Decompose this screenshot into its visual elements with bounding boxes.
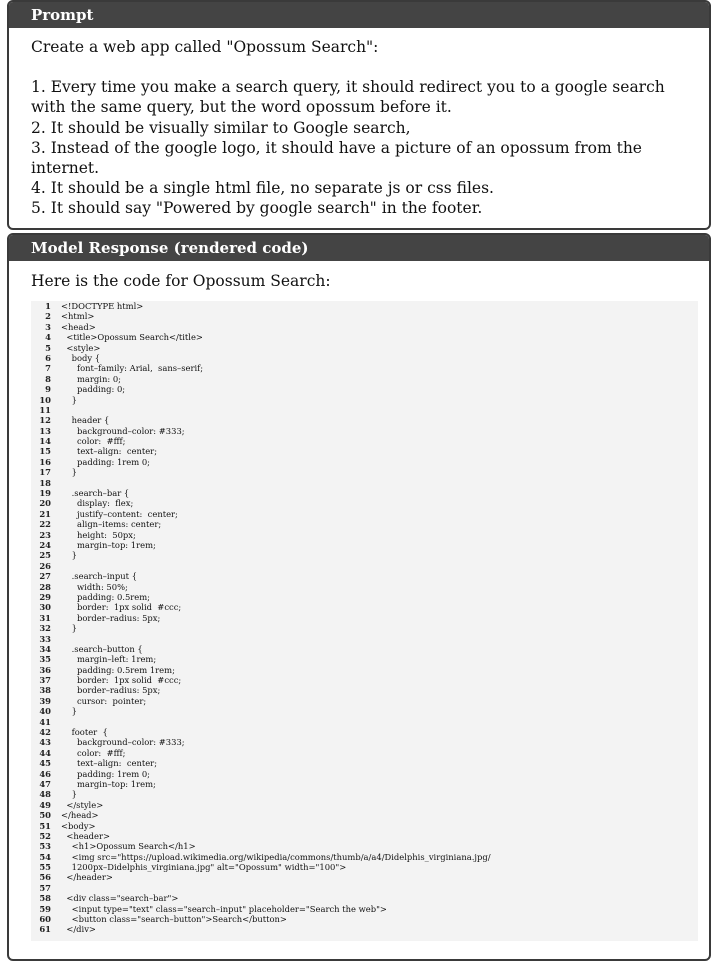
line-number: 6 (45, 352, 51, 363)
code-line (31, 384, 698, 394)
code-line (31, 821, 698, 831)
code-line (31, 550, 698, 560)
code-text: border: 1px solid #ccc; (61, 602, 182, 613)
code-line (31, 332, 698, 342)
code-line (31, 727, 698, 737)
line-number: 8 (45, 373, 51, 384)
code-text: </header> (61, 872, 113, 883)
code-line (31, 592, 698, 602)
code-line (31, 904, 698, 914)
code-text: <head> (61, 321, 96, 332)
code-line (31, 893, 698, 903)
code-text: font–family: Arial, sans–serif; (61, 363, 204, 374)
line-number: 60 (39, 914, 51, 925)
line-number: 3 (45, 321, 51, 332)
prompt-body (9, 28, 709, 219)
code-text: <!DOCTYPE html> (61, 301, 144, 311)
code-line (31, 696, 698, 706)
code-line (31, 311, 698, 321)
code-line (31, 571, 698, 581)
code-text: } (61, 706, 77, 717)
code-text: margin–top: 1rem; (61, 539, 156, 550)
code-text: <style> (61, 342, 101, 353)
line-number: 38 (39, 685, 51, 696)
line-number: 4 (45, 332, 51, 343)
line-number: 1 (45, 301, 51, 311)
code-line (31, 405, 698, 415)
line-number: 18 (39, 477, 51, 488)
code-text: } (61, 550, 77, 561)
code-line (31, 675, 698, 685)
line-number: 47 (39, 778, 51, 789)
line-number: 52 (39, 830, 51, 841)
code-line (31, 322, 698, 332)
code-line (31, 374, 698, 384)
line-number: 55 (39, 862, 51, 873)
line-number: 50 (39, 810, 51, 821)
code-text: display: flex; (61, 498, 134, 509)
line-number: 7 (45, 363, 51, 374)
code-block (31, 301, 698, 941)
prompt-item: 5. It should say "Powered by google search" in the footer. (31, 199, 483, 218)
code-line (31, 924, 698, 934)
line-number: 46 (39, 768, 51, 779)
line-number: 43 (39, 737, 51, 748)
line-number: 31 (39, 612, 51, 623)
code-line (31, 613, 698, 623)
code-line (31, 872, 698, 882)
code-text: <html> (61, 311, 95, 322)
line-number: 61 (39, 924, 51, 935)
code-line (31, 353, 698, 363)
prompt-header: Prompt (9, 2, 709, 28)
code-text: margin: 0; (61, 373, 121, 384)
code-text: } (61, 623, 77, 634)
prompt-item: 2. It should be visually similar to Google search, (31, 118, 411, 137)
line-number: 30 (39, 602, 51, 613)
code-line (31, 852, 698, 862)
code-line (31, 426, 698, 436)
code-text: footer { (61, 727, 108, 738)
code-text: padding: 0; (61, 384, 126, 395)
code-line (31, 301, 698, 311)
code-line (31, 519, 698, 529)
code-line (31, 363, 698, 373)
code-line (31, 436, 698, 446)
line-number: 56 (39, 872, 51, 883)
line-number: 32 (39, 623, 51, 634)
code-text: text–align: center; (61, 758, 158, 769)
line-number: 9 (45, 384, 51, 395)
line-number: 2 (45, 311, 51, 322)
code-text: margin–left: 1rem; (61, 654, 157, 665)
line-number: 10 (39, 394, 51, 405)
code-line (31, 395, 698, 405)
line-number: 36 (39, 664, 51, 675)
line-number: 26 (39, 560, 51, 571)
code-line (31, 717, 698, 727)
code-line (31, 800, 698, 810)
response-card (7, 233, 711, 961)
prompt-item: 4. It should be a single html file, no separate js or css files. (31, 179, 494, 198)
line-number: 37 (39, 675, 51, 686)
prompt-item: 3. Instead of the google logo, it should have a picture of an opossum from the internet. (31, 138, 642, 178)
line-number: 28 (39, 581, 51, 592)
code-text: .search–button { (61, 643, 143, 654)
code-text: height: 50px; (61, 529, 136, 540)
code-text: header { (61, 415, 110, 426)
code-line (31, 665, 698, 675)
code-text: </head> (61, 810, 99, 821)
code-text: padding: 1rem 0; (61, 768, 151, 779)
line-number: 25 (39, 550, 51, 561)
line-number: 51 (39, 820, 51, 831)
code-line (31, 737, 698, 747)
code-line (31, 509, 698, 519)
code-line (31, 862, 698, 872)
response-header: Model Response (rendered code) (9, 235, 709, 261)
code-text: } (61, 789, 77, 800)
code-text: <header> (61, 830, 111, 841)
code-line (31, 446, 698, 456)
code-text: padding: 0.5rem; (61, 591, 151, 602)
response-intro: Here is the code for Opossum Search: (31, 272, 331, 290)
code-line (31, 488, 698, 498)
code-line (31, 582, 698, 592)
line-number: 12 (39, 415, 51, 426)
line-number: 5 (45, 342, 51, 353)
code-line (31, 706, 698, 716)
line-number: 44 (39, 747, 51, 758)
code-line (31, 748, 698, 758)
line-number: 33 (39, 633, 51, 644)
code-text: } (61, 467, 77, 478)
code-text: background–color: #333; (61, 425, 185, 436)
code-line (31, 478, 698, 488)
line-number: 59 (39, 903, 51, 914)
code-text: <h1>Opossum Search</h1> (61, 841, 196, 852)
code-line (31, 810, 698, 820)
code-text: </style> (61, 799, 104, 810)
line-number: 39 (39, 695, 51, 706)
code-text: body { (61, 352, 101, 363)
line-number: 49 (39, 799, 51, 810)
line-number: 45 (39, 758, 51, 769)
line-number: 20 (39, 498, 51, 509)
code-line (31, 644, 698, 654)
code-text: padding: 0.5rem 1rem; (61, 664, 175, 675)
code-text: <input type="text" class="search–input" placeholder="Search the web"> (61, 903, 387, 914)
code-text: cursor: pointer; (61, 695, 147, 706)
code-line (31, 602, 698, 612)
line-number: 23 (39, 529, 51, 540)
code-line (31, 561, 698, 571)
code-text: } (61, 394, 77, 405)
code-line (31, 498, 698, 508)
code-text: color: #fff; (61, 436, 126, 447)
code-line (31, 467, 698, 477)
code-line (31, 415, 698, 425)
line-number: 42 (39, 727, 51, 738)
code-text: border–radius: 5px; (61, 685, 161, 696)
line-number: 35 (39, 654, 51, 665)
line-number: 48 (39, 789, 51, 800)
prompt-card (7, 0, 711, 230)
line-number: 11 (39, 404, 51, 415)
code-text: align–items: center; (61, 519, 162, 530)
code-line (31, 530, 698, 540)
code-text: <img src="https://upload.wikimedia.org/wikipedia/commons/thumb/a/a4/Didelphis_virginiana.jpg/ (61, 851, 491, 862)
code-text: justify–content: center; (61, 508, 178, 519)
line-number: 16 (39, 456, 51, 467)
line-number: 57 (39, 882, 51, 893)
line-number: 21 (39, 508, 51, 519)
code-text: <button class="search–button">Search</button> (61, 914, 287, 925)
code-line (31, 758, 698, 768)
code-text: <body> (61, 820, 96, 831)
line-number: 19 (39, 488, 51, 499)
code-text: 1200px–Didelphis_virginiana.jpg" alt="Opossum" width="100"> (61, 862, 347, 873)
code-line (31, 841, 698, 851)
line-number: 40 (39, 706, 51, 717)
code-text: <div class="search–bar"> (61, 893, 179, 904)
line-number: 54 (39, 851, 51, 862)
code-text: .search–input { (61, 571, 138, 582)
code-line (31, 789, 698, 799)
code-text: margin–top: 1rem; (61, 778, 156, 789)
code-line (31, 831, 698, 841)
code-line (31, 540, 698, 550)
code-line (31, 883, 698, 893)
code-line (31, 779, 698, 789)
line-number: 27 (39, 571, 51, 582)
code-line (31, 769, 698, 779)
line-number: 15 (39, 446, 51, 457)
code-line (31, 343, 698, 353)
code-text: </div> (61, 924, 96, 935)
line-number: 17 (39, 467, 51, 478)
code-text: width: 50%; (61, 581, 128, 592)
code-text: padding: 1rem 0; (61, 456, 151, 467)
line-number: 24 (39, 539, 51, 550)
code-text: background–color: #333; (61, 737, 185, 748)
code-line (31, 634, 698, 644)
code-line (31, 654, 698, 664)
code-line (31, 623, 698, 633)
line-number: 29 (39, 591, 51, 602)
code-text: text–align: center; (61, 446, 158, 457)
line-number: 14 (39, 436, 51, 447)
code-line (31, 685, 698, 695)
code-text: color: #fff; (61, 747, 126, 758)
code-text: .search–bar { (61, 488, 130, 499)
code-line (31, 914, 698, 924)
line-number: 13 (39, 425, 51, 436)
line-number: 41 (39, 716, 51, 727)
line-number: 53 (39, 841, 51, 852)
line-number: 58 (39, 893, 51, 904)
line-number: 22 (39, 519, 51, 530)
code-text: border–radius: 5px; (61, 612, 161, 623)
prompt-item: 1. Every time you make a search query, it should redirect you to a google search with the same query, but the word opossum before it. (31, 78, 665, 117)
code-text: border: 1px solid #ccc; (61, 675, 182, 686)
code-text: <title>Opossum Search</title> (61, 332, 203, 343)
line-number: 34 (39, 643, 51, 654)
prompt-intro: Create a web app called "Opossum Search": (31, 38, 379, 56)
code-line (31, 457, 698, 467)
